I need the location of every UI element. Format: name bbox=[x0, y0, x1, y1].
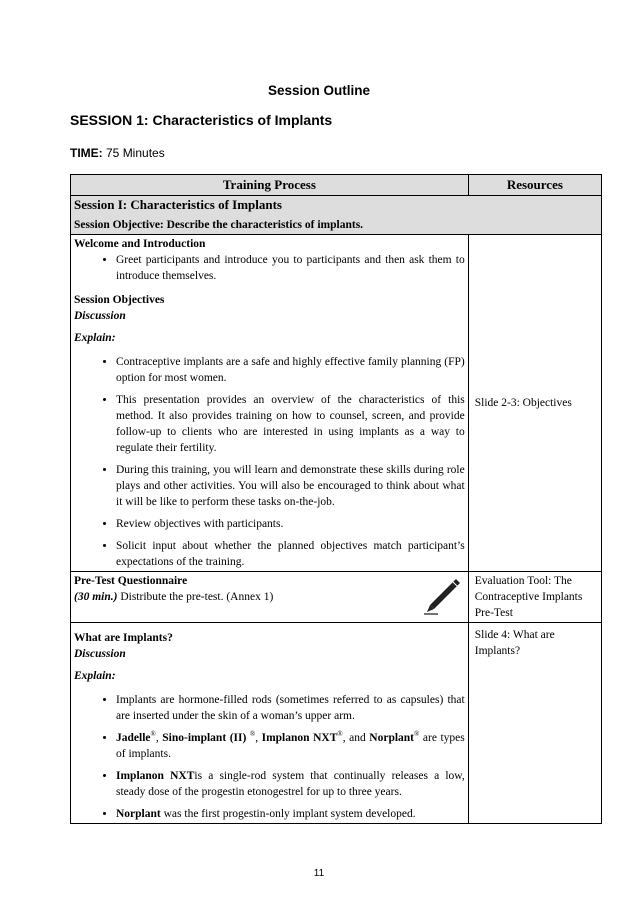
list-item: • Greet participants and introduce you to participants and then ask them to introduce themselves. bbox=[116, 252, 465, 284]
time-line bbox=[70, 146, 165, 160]
implants-cell bbox=[71, 623, 469, 824]
page-number: 11 bbox=[313, 868, 325, 879]
list-item: • This presentation provides an overview of the characteristics of this method. It also provides training on how to counsel, screen, and provide follow-up to clients who are interested in using implants as a way to regulate their fertility. bbox=[116, 392, 465, 456]
explain-label: Explain: bbox=[74, 670, 116, 682]
table-row bbox=[71, 235, 602, 572]
list-item: • Review objectives with participants. bbox=[116, 516, 465, 532]
time-value: 75 Minutes bbox=[102, 146, 165, 160]
welcome-resource bbox=[468, 235, 601, 572]
welcome-cell bbox=[71, 235, 469, 572]
session-title-cell bbox=[71, 196, 602, 235]
list-item: • Implanon NXTis a single-rod system that continually releases a low, steady dose of the progestin etonogestrel for up to three years. bbox=[116, 768, 465, 800]
list-item: • Jadelle®, Sino-implant (II) ®, Implanon NXT®, and Norplant® are types of implants. bbox=[116, 730, 465, 762]
list-item: • Solicit input about whether the planned objectives match participant’s expectations of the training. bbox=[116, 538, 465, 570]
pretest-instruction: Distribute the pre-test. (Annex 1) bbox=[117, 591, 274, 603]
resource-text: Evaluation Tool: The Contraceptive Implants Pre-Test bbox=[474, 575, 583, 619]
pretest-cell bbox=[71, 572, 469, 623]
page-title: Session Outline bbox=[267, 83, 371, 98]
col-header-resources: Resources bbox=[468, 175, 601, 196]
pretest-duration: (30 min.) bbox=[74, 591, 118, 603]
explain-label: Explain: bbox=[74, 332, 116, 344]
table-row bbox=[71, 623, 602, 824]
resource-text: Slide 2-3: Objectives bbox=[474, 397, 572, 409]
pretest-heading: Pre-Test Questionnaire bbox=[74, 575, 188, 587]
implants-heading: What are Implants? bbox=[74, 632, 173, 644]
session-heading: SESSION 1: Characteristics of Implants bbox=[70, 112, 333, 128]
implants-resource bbox=[468, 623, 601, 824]
col-header-training-process: Training Process bbox=[71, 175, 469, 196]
welcome-heading: Welcome and Introduction bbox=[74, 238, 206, 250]
table-row bbox=[71, 572, 602, 623]
session-objective: Session Objective: Describe the characteristics of implants. bbox=[74, 219, 364, 231]
objectives-heading: Session Objectives bbox=[74, 294, 165, 306]
pen-icon bbox=[422, 576, 462, 616]
list-item: • Implants are hormone-filled rods (sometimes referred to as capsules) that are inserted under the skin of a woman’s upper arm. bbox=[116, 692, 465, 724]
discussion-label: Discussion bbox=[74, 310, 126, 322]
list-item: • During this training, you will learn and demonstrate these skills during role plays and other activities. You will also be encouraged to think about what it will be like to perform these tasks on-the-job. bbox=[116, 462, 465, 510]
list-item: • Norplant was the first progestin-only implant system developed. bbox=[116, 806, 465, 822]
pretest-text bbox=[74, 589, 465, 605]
training-table bbox=[70, 174, 602, 824]
list-item: • Contraceptive implants are a safe and highly effective family planning (FP) option for most women. bbox=[116, 354, 465, 386]
discussion-label: Discussion bbox=[74, 648, 126, 660]
session-title: Session I: Characteristics of Implants bbox=[74, 197, 282, 212]
resource-text: Slide 4: What are Implants? bbox=[474, 629, 555, 657]
pretest-resource bbox=[468, 572, 601, 623]
time-label: TIME: bbox=[70, 146, 103, 160]
